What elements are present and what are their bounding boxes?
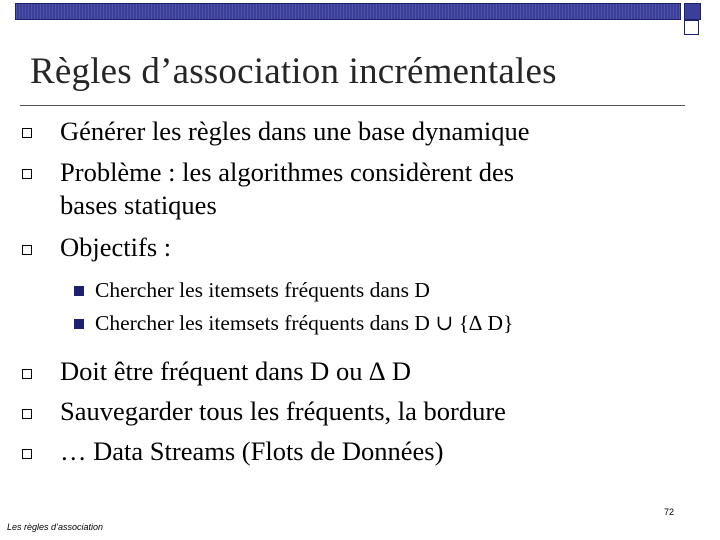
sub-bullet-square-icon [74,319,84,329]
title-divider [20,105,685,106]
bullet-text-continuation: bases statiques [60,190,217,220]
footer-text: Les règles d’association [7,522,104,532]
bullet-square-icon [22,245,32,255]
bullet-text: Objectifs : [60,232,172,262]
bullet-square-icon [22,128,32,138]
bullet-text: … Data Streams (Flots de Données) [60,436,444,466]
bullet-square-icon [22,369,32,379]
outline-corner-square [684,20,699,35]
bullet-square-icon [22,169,32,179]
sub-bullet-text: Chercher les itemsets fréquents dans D [95,278,430,302]
bullet-text: Problème : les algorithmes considèrent des [60,157,515,187]
bullet-text: Doit être fréquent dans D ou ∆ D [60,356,412,386]
page-number: 72 [664,507,675,517]
top-decorative-bar [15,3,681,20]
bullet-text: Sauvegarder tous les fréquents, la bordure [60,396,506,426]
bullet-square-icon [22,409,32,419]
top-corner-square [684,3,701,20]
slide-title: Règles d’association incrémentales [30,51,557,92]
sub-bullet-text: Chercher les itemsets fréquents dans D ∪ {∆ D} [95,311,514,335]
sub-bullet-square-icon [74,286,84,296]
bullet-square-icon [22,449,32,459]
bullet-text: Générer les règles dans une base dynamique [60,116,530,146]
